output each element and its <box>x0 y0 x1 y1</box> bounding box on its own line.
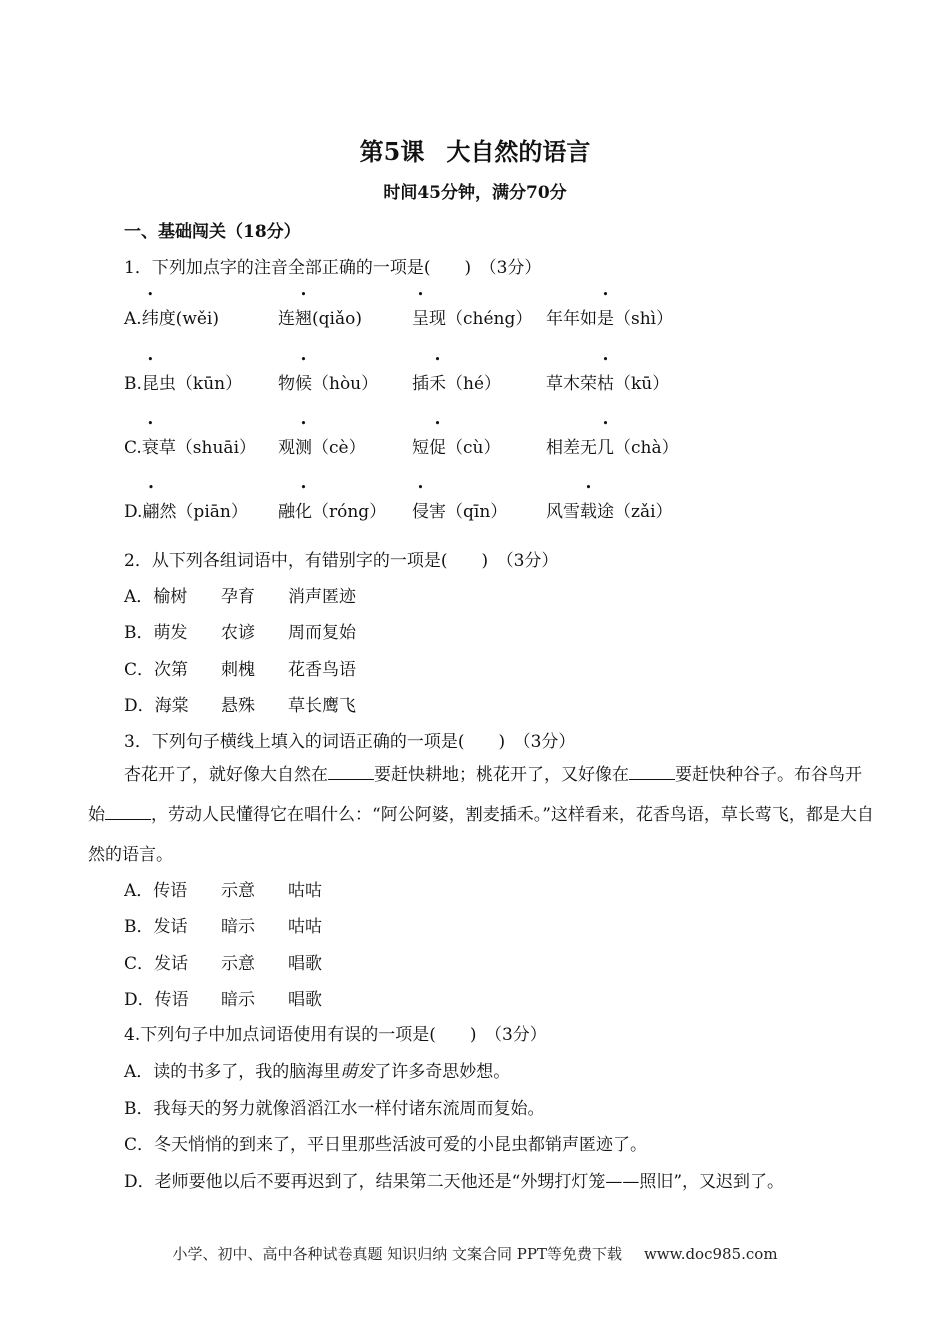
item-text: A. <box>124 309 142 329</box>
item-text: （kū） <box>614 374 670 394</box>
passage-text: ，劳动人民懂得它在唱什么：“阿公阿婆，割麦插禾。”这样看来，花香鸟语，草长莺飞，都是大自然的语言。 <box>88 805 874 865</box>
pinyin-item <box>412 497 507 522</box>
dotted-character: 衰 <box>141 438 159 458</box>
dotted-character: 翘 <box>295 309 312 329</box>
passage-text: 要赶快耕地；桃花开了，又好像在 <box>374 765 629 785</box>
option-word: D．传语 <box>124 990 189 1010</box>
item-text: 然（piān） <box>159 502 248 522</box>
option-word: 唱歌 <box>288 990 322 1010</box>
option-word: A．传语 <box>124 881 188 901</box>
pinyin-item <box>278 369 378 394</box>
pinyin-item <box>124 304 219 329</box>
fill-blank <box>328 765 374 780</box>
item-text: 年年如 <box>546 309 597 329</box>
lesson-number: 第5课 <box>359 137 425 166</box>
passage-text: 杏花开了，就好像大自然在 <box>124 765 328 785</box>
option-text: A．读的书多了，我的脑海里 <box>124 1062 341 1082</box>
item-text: 现（chéng） <box>429 309 533 329</box>
dotted-character: 化 <box>295 502 312 522</box>
item-text: （hòu） <box>312 374 379 394</box>
lesson-name: 大自然的语言 <box>446 137 591 166</box>
item-text: （cù） <box>446 438 501 458</box>
option-word: 孕育 <box>221 587 255 607</box>
dotted-character: 昆 <box>141 374 159 394</box>
pinyin-item <box>124 433 256 458</box>
exam-info: 时间45分钟，满分70分 <box>383 183 567 203</box>
footer-url: www.doc985.com <box>643 1245 778 1263</box>
item-text: 害（qīn） <box>429 502 508 522</box>
option-word: A．榆树 <box>124 587 188 607</box>
section-heading: 一、基础闯关（18分） <box>124 222 301 242</box>
option-word: 暗示 <box>221 917 255 937</box>
dotted-character: 几 <box>597 438 614 458</box>
question-3-stem: 3．下列句子横线上填入的词语正确的一项是( ) （3分） <box>124 732 576 752</box>
dotted-character: 呈 <box>412 309 429 329</box>
footer-text: 小学、初中、高中各种试卷真题 知识归纳 文案合同 PPT等免费下载 <box>172 1245 622 1263</box>
option-word: 悬殊 <box>221 696 255 716</box>
dotted-character: 促 <box>429 438 446 458</box>
item-text: （chà） <box>614 438 679 458</box>
question-4-option-b: B．我每天的努力就像滔滔江水一样付诸东流周而复始。 <box>124 1099 545 1119</box>
option-word: B．发话 <box>124 917 188 937</box>
dotted-character: 载 <box>580 502 597 522</box>
pinyin-item <box>124 497 248 522</box>
item-text: 观 <box>278 438 295 458</box>
dotted-character: 是 <box>597 309 614 329</box>
question-4-stem: 4.下列句子中加点词语使用有误的一项是( ) （3分） <box>124 1025 547 1045</box>
option-text: 了许多奇思妙想。 <box>374 1062 511 1082</box>
option-word: 示意 <box>221 881 255 901</box>
item-text: 草木荣 <box>546 374 597 394</box>
dotted-character: 候 <box>295 374 312 394</box>
item-text: （róng） <box>312 502 387 522</box>
pinyin-item <box>124 369 242 394</box>
option-word: 周而复始 <box>288 623 356 643</box>
pinyin-item <box>412 369 501 394</box>
pinyin-item <box>546 304 673 329</box>
pinyin-item <box>546 369 669 394</box>
option-word: D．海棠 <box>124 696 189 716</box>
option-word: 刺槐 <box>221 660 255 680</box>
option-word: 咕咕 <box>288 917 322 937</box>
option-word: 草长鹰飞 <box>288 696 356 716</box>
dotted-character: 禾 <box>429 374 446 394</box>
item-text: 风雪 <box>546 502 580 522</box>
item-text: 途（zǎi） <box>597 502 673 522</box>
dotted-character: 枯 <box>597 374 614 394</box>
option-word: 唱歌 <box>288 954 322 974</box>
option-word: 农谚 <box>221 623 255 643</box>
option-word: 暗示 <box>221 990 255 1010</box>
pinyin-item <box>278 497 386 522</box>
item-text: B. <box>124 374 142 394</box>
item-text: (qiǎo) <box>312 309 362 329</box>
item-text: 短 <box>412 438 429 458</box>
option-word: 示意 <box>221 954 255 974</box>
item-text: 虫（kūn） <box>158 374 243 394</box>
page-footer <box>0 1243 950 1264</box>
option-word: 花香鸟语 <box>288 660 356 680</box>
item-text: （shì） <box>614 309 674 329</box>
pinyin-item <box>412 433 500 458</box>
item-text: 草（shuāi） <box>158 438 257 458</box>
option-word: C．发话 <box>124 954 189 974</box>
item-text: 相差无 <box>546 438 597 458</box>
item-text: （hé） <box>446 374 502 394</box>
question-3-passage <box>88 755 878 875</box>
question-4-option-d: D．老师要他以后不要再迟到了，结果第二天他还是“外甥打灯笼——照旧”，又迟到了。 <box>124 1172 785 1192</box>
dotted-character: 测 <box>295 438 312 458</box>
option-word: B．萌发 <box>124 623 188 643</box>
pinyin-item <box>412 304 532 329</box>
option-word: 咕咕 <box>288 881 322 901</box>
question-4-option-c: C．冬天悄悄的到来了，平日里那些活波可爱的小昆虫都销声匿迹了。 <box>124 1135 648 1155</box>
passage-text: 要赶快种谷子。布谷鸟开始 <box>88 765 862 825</box>
item-text: （cè） <box>312 438 366 458</box>
item-text: 插 <box>412 374 429 394</box>
item-text: D. <box>124 502 143 522</box>
emphasized-word: 萌发 <box>340 1062 375 1082</box>
fill-blank <box>105 805 151 820</box>
item-text: 连 <box>278 309 295 329</box>
question-2-stem: 2．从下列各组词语中，有错别字的一项是( ) （3分） <box>124 551 559 571</box>
pinyin-item <box>278 304 362 329</box>
item-text: 融 <box>278 502 295 522</box>
option-word: 消声匿迹 <box>288 587 356 607</box>
dotted-character: 侵 <box>412 502 429 522</box>
question-1-stem: 1．下列加点字的注音全部正确的一项是( ) （3分） <box>124 258 542 278</box>
pinyin-item <box>546 433 679 458</box>
item-text: 度(wěi) <box>158 309 220 329</box>
dotted-character: 纬 <box>141 309 159 329</box>
fill-blank <box>629 765 675 780</box>
item-text: C. <box>124 438 142 458</box>
pinyin-item <box>278 433 366 458</box>
question-4-option-a <box>124 1057 510 1082</box>
dotted-character: 翩 <box>142 502 160 522</box>
option-word: C．次第 <box>124 660 189 680</box>
pinyin-item <box>546 497 673 522</box>
page-title <box>0 132 950 167</box>
item-text: 物 <box>278 374 295 394</box>
